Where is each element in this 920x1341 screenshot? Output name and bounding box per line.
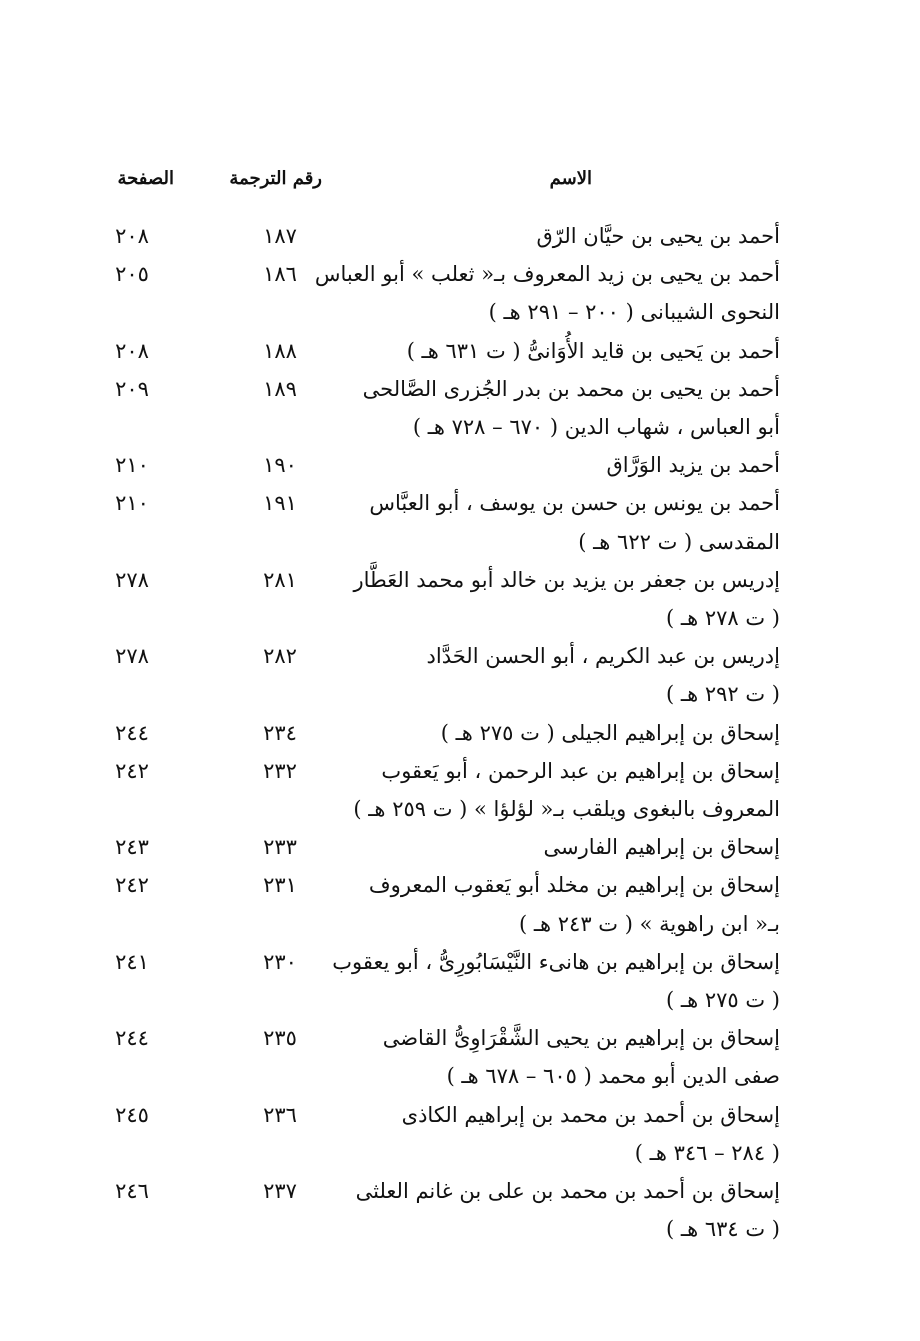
- entry-page: ٢٠٩: [115, 376, 149, 401]
- entry-name: أحمد بن يحيى بن زيد المعروف بـ« ثعلب » أبو العباس: [314, 262, 780, 287]
- index-row: [0, 216, 920, 256]
- index-row: [0, 1171, 920, 1211]
- index-row: [0, 292, 920, 332]
- entry-name: أحمد بن يحيى بن محمد بن بدر الجُزرى الصَّالحى: [362, 376, 780, 401]
- entry-name: إدريس بن جعفر بن يزيد بن خالد أبو محمد العَطَّار: [353, 567, 780, 592]
- index-row: [0, 713, 920, 753]
- entry-name: إسحاق بن إبراهيم الفارسى: [543, 835, 780, 860]
- entry-page: ٢١٠: [115, 491, 149, 516]
- entry-name: إسحاق بن إبراهيم الجيلى ( ت ٢٧٥ هـ ): [440, 720, 780, 745]
- entry-page: ٢٤٤: [115, 720, 149, 745]
- entry-page: ٢١٠: [115, 453, 149, 478]
- entry-number: ٢٣٧: [263, 1179, 297, 1203]
- entry-name: ( ت ٢٧٥ هـ ): [666, 988, 780, 1012]
- entry-name: إسحاق بن إبراهيم بن هانىء النَّيْسَابُورِىُّ ، أبو يعقوب: [332, 949, 780, 974]
- entry-page: ٢٤٢: [115, 873, 149, 898]
- entry-page: ٢٤٦: [115, 1179, 149, 1203]
- entry-name: المقدسى ( ت ٦٢٢ هـ ): [578, 529, 780, 554]
- index-row: [0, 865, 920, 905]
- entry-number: ١٩١: [263, 491, 297, 516]
- index-row: [0, 942, 920, 982]
- entry-name: بـ« ابن راهوية » ( ت ٢٤٣ هـ ): [519, 911, 780, 936]
- entry-number: ٢٣١: [263, 873, 297, 898]
- entry-number: ١٨٦: [263, 262, 297, 287]
- entry-number: ٢٣٠: [263, 949, 297, 974]
- entry-number: ١٨٨: [263, 338, 297, 363]
- entry-name: إسحاق بن إبراهيم بن يحيى الشَّقْرَاوِىُّ القاضى: [382, 1026, 780, 1051]
- column-header-page: الصفحة: [117, 168, 174, 189]
- entry-number: ٢٣٥: [263, 1026, 297, 1051]
- index-row: [0, 483, 920, 523]
- index-row: [0, 254, 920, 294]
- entry-name: ( ت ٢٧٨ هـ ): [666, 606, 780, 630]
- index-row: [0, 674, 920, 714]
- entry-name: إسحاق بن إبراهيم بن مخلد أبو يَعقوب المعروف: [368, 873, 780, 898]
- entry-name: أبو العباس ، شهاب الدين ( ٦٧٠ – ٧٢٨ هـ ): [412, 415, 780, 439]
- column-header-name: الاسم: [549, 168, 592, 189]
- entry-number: ١٨٧: [263, 224, 297, 248]
- index-row: [0, 369, 920, 409]
- entry-name: إسحاق بن أحمد بن محمد بن على بن غانم العلثى: [355, 1179, 780, 1203]
- entry-number: ٢٣٢: [263, 758, 297, 783]
- index-row: [0, 751, 920, 791]
- entry-number: ٢٣٣: [263, 835, 297, 860]
- entry-page: ٢٧٨: [115, 644, 149, 669]
- entry-page: ٢٠٨: [115, 338, 149, 363]
- index-row: [0, 904, 920, 944]
- entry-name: أحمد بن يونس بن حسن بن يوسف ، أبو العبَّاس: [369, 491, 780, 516]
- index-row: [0, 407, 920, 447]
- entry-number: ٢٨١: [263, 567, 297, 592]
- index-row: [0, 598, 920, 638]
- entry-name: المعروف بالبغوى ويلقب بـ« لؤلؤا » ( ت ٢٥٩ هـ ): [353, 797, 780, 821]
- entry-page: ٢٠٨: [115, 224, 149, 248]
- entry-page: ٢٤٣: [115, 835, 149, 860]
- entry-name: ( ت ٢٩٢ هـ ): [666, 682, 780, 707]
- entry-page: ٢٧٨: [115, 567, 149, 592]
- entry-page: ٢٤٢: [115, 758, 149, 783]
- index-row: [0, 445, 920, 485]
- column-header-entry-number: رقم الترجمة: [229, 168, 322, 189]
- entry-name: إدريس بن عبد الكريم ، أبو الحسن الحَدَّاد: [426, 644, 780, 669]
- entry-name: إسحاق بن أحمد بن محمد بن إبراهيم الكاذى: [401, 1102, 780, 1127]
- entry-name: إسحاق بن إبراهيم بن عبد الرحمن ، أبو يَعقوب: [381, 758, 780, 783]
- entry-number: ٢٨٢: [263, 644, 297, 669]
- entry-page: ٢٠٥: [115, 262, 149, 287]
- entry-page: ٢٤٤: [115, 1026, 149, 1051]
- entry-name: النحوى الشيبانى ( ٢٠٠ – ٢٩١ هـ ): [488, 300, 780, 325]
- entry-number: ٢٣٤: [263, 720, 297, 745]
- index-row: [0, 1133, 920, 1173]
- entry-name: أحمد بن يزيد الوَرَّاق: [606, 453, 780, 478]
- index-row: [0, 636, 920, 676]
- entry-page: ٢٤١: [115, 949, 149, 974]
- entry-name: أحمد بن يحيى بن حيَّان الرّق: [536, 224, 780, 248]
- entry-number: ٢٣٦: [263, 1102, 297, 1127]
- entry-number: ١٨٩: [263, 376, 297, 401]
- index-row: [0, 560, 920, 600]
- index-row: [0, 1056, 920, 1096]
- index-row: [0, 522, 920, 562]
- entry-name: ( ٢٨٤ – ٣٤٦ هـ ): [634, 1140, 780, 1165]
- index-row: [0, 1209, 920, 1249]
- entry-name: أحمد بن يَحيى بن قايد الأُوَانىُّ ( ت ٦٣١ هـ ): [406, 338, 780, 363]
- index-row: [0, 980, 920, 1020]
- entry-page: ٢٤٥: [115, 1102, 149, 1127]
- index-row: [0, 827, 920, 867]
- index-row: [0, 1018, 920, 1058]
- entry-name: صفى الدين أبو محمد ( ٦٠٥ – ٦٧٨ هـ ): [446, 1064, 780, 1089]
- entry-number: ١٩٠: [263, 453, 297, 478]
- index-row: [0, 1095, 920, 1135]
- entry-name: ( ت ٦٣٤ هـ ): [666, 1217, 780, 1242]
- index-row: [0, 789, 920, 829]
- index-row: [0, 331, 920, 371]
